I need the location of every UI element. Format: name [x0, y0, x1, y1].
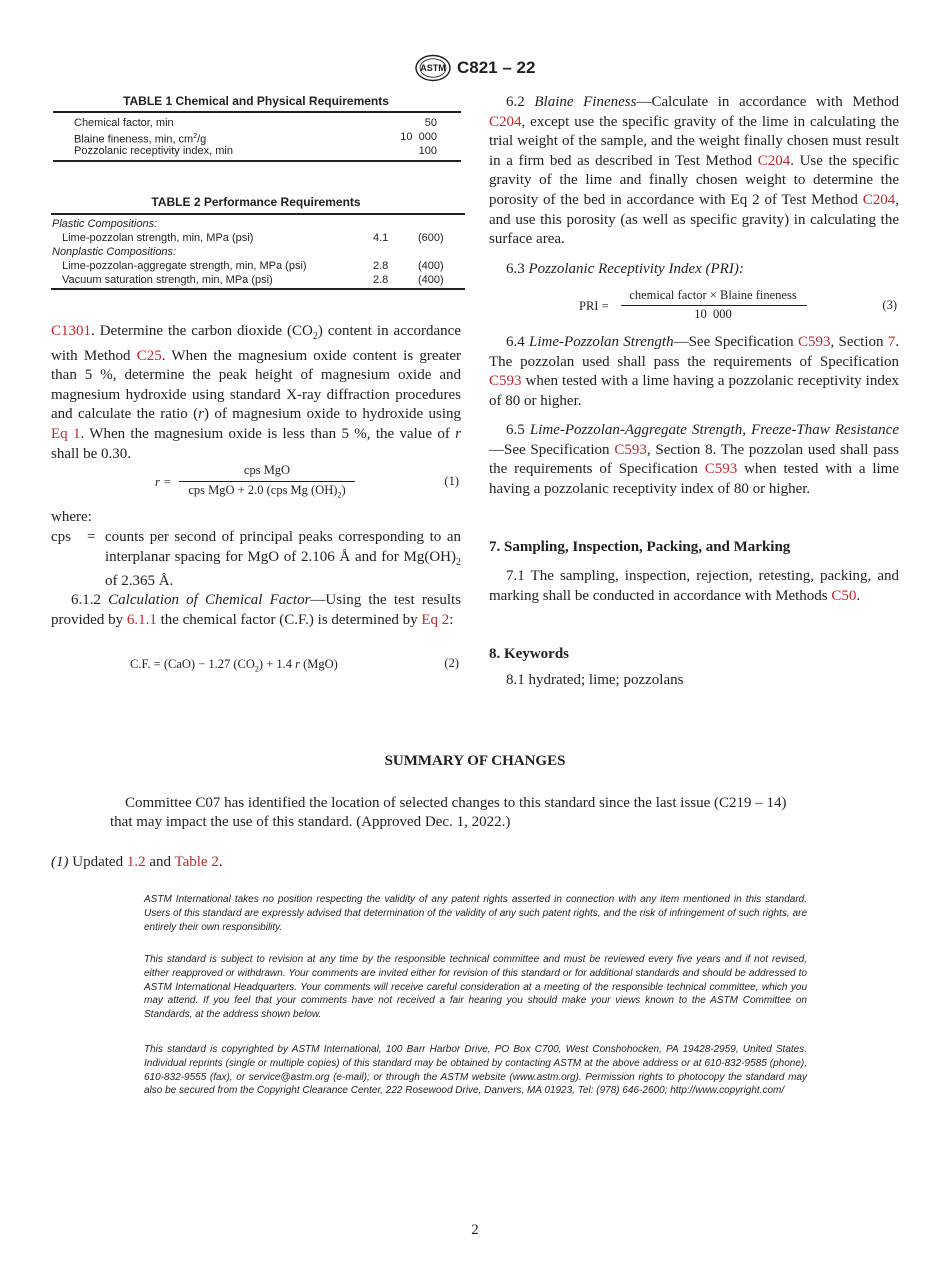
summary-line-1: Committee C07 has identified the location of selected changes to this standard since the last issue (C219 – 14) — [125, 795, 787, 811]
link-c593[interactable]: C593 — [489, 373, 522, 390]
link-c204[interactable]: C204 — [757, 152, 791, 169]
row-label: Plastic Compositions: — [52, 218, 158, 230]
section-8-heading: 8. Keywords — [489, 646, 569, 662]
table-row — [51, 217, 465, 231]
equation-3 — [489, 286, 899, 326]
row-value: (600) — [418, 232, 444, 244]
page-number: 2 — [471, 1222, 479, 1238]
table-row — [51, 231, 465, 245]
paragraph-6-3: 6.3 Pozzolanic Receptivity Index (PRI): — [506, 261, 744, 277]
link-c593[interactable]: C593 — [704, 461, 738, 478]
link-c593[interactable]: C593 — [614, 441, 647, 458]
link-c25[interactable]: C25 — [136, 347, 162, 364]
definition-equals: = — [87, 529, 96, 545]
row-label: Vacuum saturation strength, min, MPa (psi) — [62, 274, 273, 286]
link-eq1[interactable]: Eq 1 — [51, 425, 81, 442]
row-value: 4.1 — [373, 232, 389, 244]
document-designation: C821 – 22 — [457, 58, 536, 77]
notice-copyright: This standard is copyrighted by ASTM International, 100 Barr Harbor Drive, PO Box C700, West Conshohocken, PA 19428-2959, United States. Individual reprints (single or multiple copies) of this standard may be obtained by contacting ASTM at the above address or at 610-832-9585 (phone), 610-832-9555 (fax), or service@astm.org (e-mail); or through the ASTM website (www.astm.org). Permission rights to photocopy the standard may also be secured from the Copyright Clearance Center, 222 Rosewood Drive, Danvers, MA 01923, Tel: (978) 646-2600; http://www.copyright.com/ — [144, 1044, 807, 1097]
definition-term: cps — [51, 529, 71, 545]
fraction-line — [621, 305, 807, 306]
row-label: Lime-pozzolan strength, min, MPa (psi) — [62, 232, 254, 244]
where-label: where: — [51, 509, 92, 525]
row-label: Chemical factor, min — [74, 117, 174, 129]
table2-bottom-rule — [51, 288, 465, 290]
link-c50[interactable]: C50 — [831, 587, 857, 604]
link-section-7[interactable]: 7 — [887, 334, 896, 350]
notice-patent: ASTM International takes no position respecting the validity of any patent rights asserted in connection with any item mentioned in this standard. Users of this standard are expressly advised that determination of the validity of any such patent rights, and the risk of infringement of such rights, are entirely their own responsibility. — [144, 894, 807, 933]
paragraph-6-1-2: 6.1.2 Calculation of Chemical Factor—Using the test results provided by 6.1.1 the chemical factor (C.F.) is determined by Eq 2: — [51, 592, 461, 628]
link-c593[interactable]: C593 — [797, 334, 831, 350]
equation-numerator: cps MgO — [243, 463, 291, 477]
section-7-heading: 7. Sampling, Inspection, Packing, and Marking — [489, 539, 791, 555]
equation-number: (2) — [444, 656, 459, 670]
row-label: Pozzolanic receptivity index, min — [74, 145, 233, 157]
paragraph-continued: C1301. Determine the carbon dioxide $(CO_2)$ content in accordance with Method C25. When the magnesium oxide content is greater than 5 %, determine the peak height of magnesium oxide and magnesium hydroxide using standard X-ray diffraction procedures and calculate the ratio (r) of magnesium oxide to hydroxide using Eq 1. When the magnesium oxide is less than 5 %, the value of r shall be 0.30. — [51, 323, 462, 462]
row-label: Nonplastic Compositions: — [52, 246, 177, 258]
table-row — [51, 245, 465, 259]
paragraph-8-1: 8.1 hydrated; lime; pozzolans — [506, 672, 684, 688]
row-label: Blaine fineness, min, $cm^2/g$ — [74, 133, 207, 146]
definition-text: counts per second of principal peaks corresponding to an interplanar spacing for MgO of 2.106 Å and for $Mg(OH)_2$ of 2.365 Å. — [105, 529, 461, 590]
equation-2 — [51, 654, 461, 676]
link-6-1-1[interactable]: 6.1.1 — [126, 611, 157, 628]
link-c204[interactable]: C204 — [862, 191, 896, 208]
equation-numerator: chemical factor × Blaine fineness — [629, 288, 797, 302]
astm-logo-icon — [414, 54, 452, 82]
equation-lhs: PRI = — [579, 299, 609, 313]
equation-lhs: r = — [155, 475, 172, 489]
equation-denominator: cps MgO + 2.0 (cps Mg $(OH)_2$) — [188, 483, 346, 500]
table-row — [53, 130, 461, 144]
paragraph-6-2: 6.2 Blaine Fineness—Calculate in accordance with Method C204, except use the specific gravity of the lime in calculating the trial weight of the sample, and the weight finally chosen must result in a firm bed as described in Test Method C204. Use the specific gravity of the lime and finally chosen weight to determine the porosity of the bed in accordance with Eq 2 of Test Method C204, and use this porosity (as well as specific gravity) in calculating the surface area. — [489, 94, 900, 248]
equation-number: (1) — [444, 474, 459, 488]
summary-line-2: that may impact the use of this standard. (Approved Dec. 1, 2022.) — [110, 814, 511, 830]
link-c204[interactable]: C204 — [489, 113, 522, 130]
table1 — [53, 116, 461, 162]
notice-revision: This standard is subject to revision at any time by the responsible technical committee and must be reviewed every five years and if not revised, either reapproved or withdrawn. Your comments are invited either for revision of this standard or for additional standards and should be addressed to ASTM International Headquarters. Your comments will receive careful consideration at a meeting of the responsible technical committee, which you may attend. If you feel that your comments have not received a fair hearing you should make your views known to the ASTM Committee on Standards, at the address shown below. — [144, 954, 807, 1021]
link-1-2[interactable]: 1.2 — [126, 854, 146, 870]
table1-top-rule — [53, 111, 461, 113]
summary-item-1: (1) Updated 1.2 and Table 2. — [51, 854, 223, 870]
link-c1301[interactable]: C1301 — [51, 323, 92, 339]
row-value: 50 — [424, 117, 437, 129]
row-value: 10 000 — [400, 131, 437, 143]
page-header — [0, 54, 950, 84]
paragraph-6-4: 6.4 Lime-Pozzolan Strength—See Specification C593, Section 7. The pozzolan used shall pass the requirements of Specification C593 when tested with a lime having a pozzolanic receptivity index of 80 or higher. — [489, 334, 900, 409]
link-eq2[interactable]: Eq 2 — [421, 611, 450, 628]
fraction-line — [179, 481, 355, 482]
paragraph-6-5: 6.5 Lime-Pozzolan-Aggregate Strength, Freeze-Thaw Resistance—See Specification C593, Section 8. The pozzolan used shall pass the requirements of Specification C593 when tested with a lime having a pozzolanic receptivity index of 80 or higher. — [489, 422, 900, 497]
equation-number: (3) — [882, 298, 897, 312]
equation-body: C.F. = (CaO) − 1.27 $(CO_2) + 1.4$ r (MgO) — [130, 657, 338, 674]
equation-denominator: 10 000 — [694, 307, 732, 321]
row-value: 2.8 — [373, 274, 389, 286]
logo-text: ASTM — [420, 63, 446, 73]
paragraph-7-1: 7.1 The sampling, inspection, rejection, retesting, packing, and marking shall be conducted in accordance with Methods C50. — [489, 568, 899, 604]
table2-title: TABLE 2 Performance Requirements — [151, 195, 361, 209]
table1-bottom-rule — [53, 160, 461, 162]
table-row — [53, 116, 461, 130]
table2 — [51, 217, 465, 289]
row-value: 100 — [418, 145, 437, 157]
table-row — [51, 273, 465, 287]
table-row — [51, 259, 465, 273]
table1-title: TABLE 1 Chemical and Physical Requirements — [123, 94, 389, 108]
row-label: Lime-pozzolan-aggregate strength, min, MPa (psi) — [62, 260, 307, 272]
table-row — [53, 144, 461, 158]
row-value: (400) — [418, 274, 444, 286]
row-value: (400) — [418, 260, 444, 272]
equation-1 — [51, 462, 461, 502]
link-table-2[interactable]: Table 2 — [174, 854, 219, 870]
summary-heading: SUMMARY OF CHANGES — [384, 753, 566, 769]
table2-top-rule — [51, 213, 465, 215]
row-value: 2.8 — [373, 260, 389, 272]
